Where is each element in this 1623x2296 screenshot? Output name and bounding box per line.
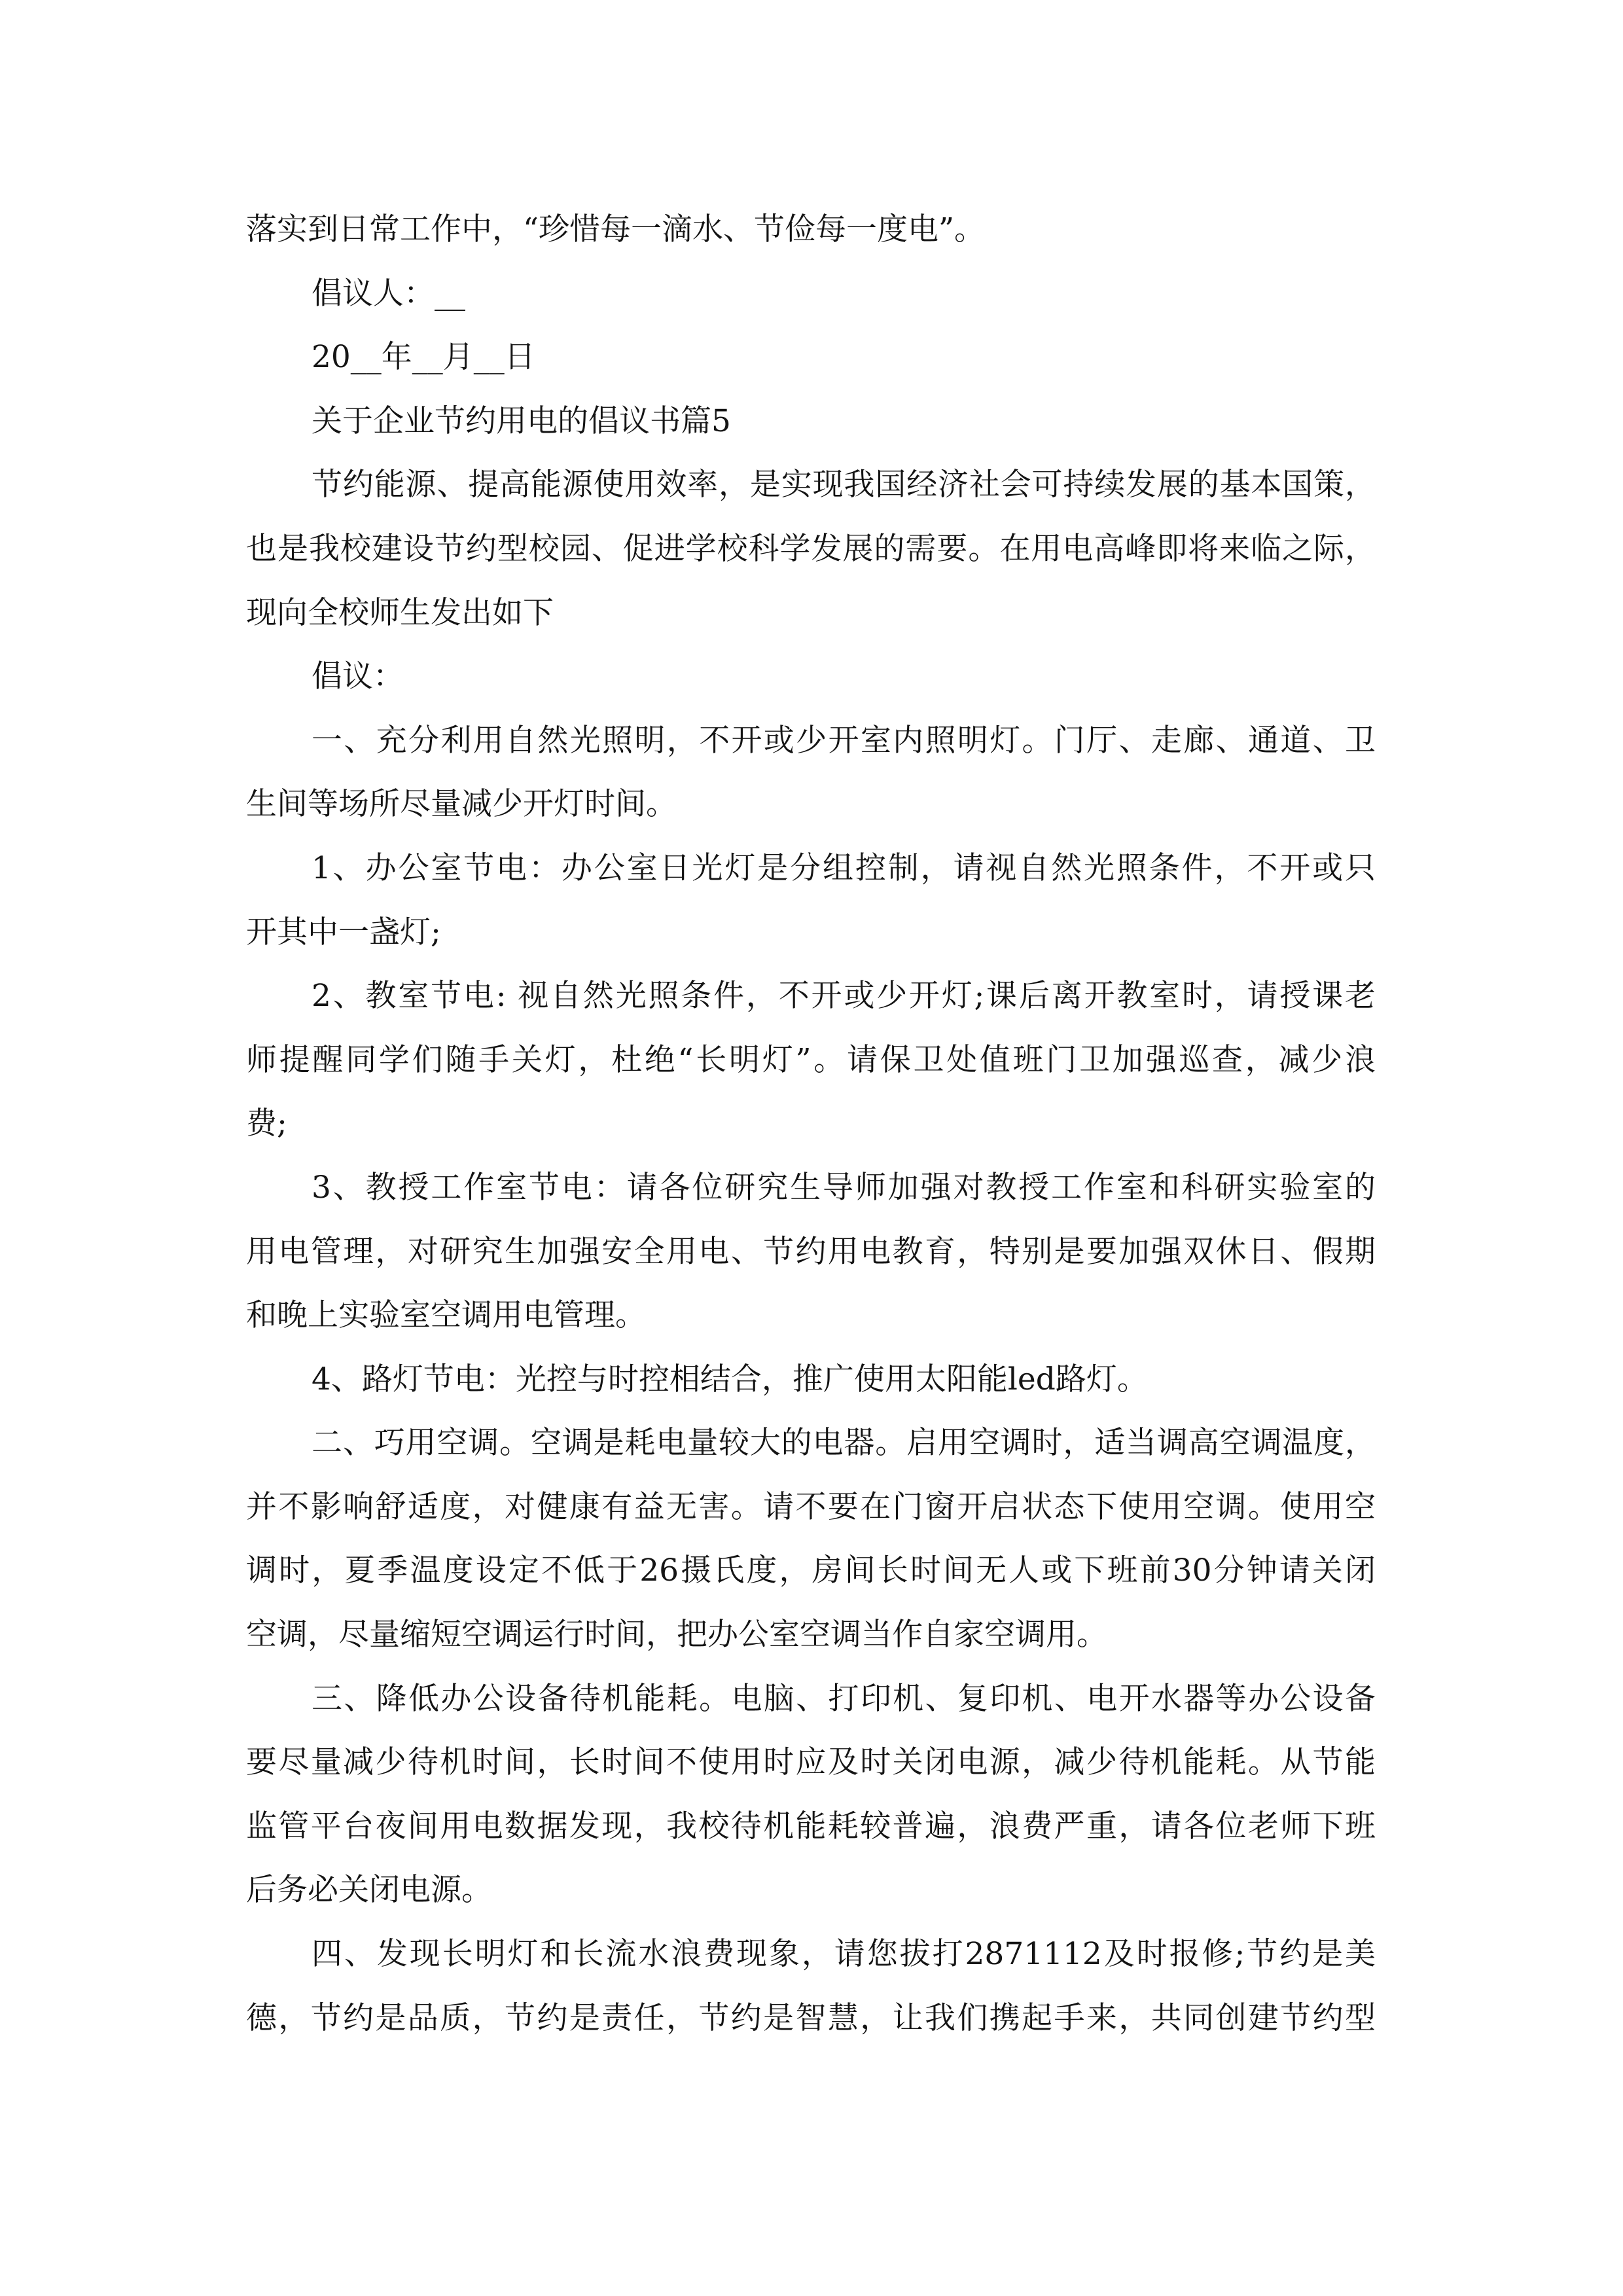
paragraph (246, 836, 1376, 964)
text-line: 和晚上实验室空调用电管理。 (246, 1297, 646, 1334)
text-line: 节约能源、提高能源使用效率，是实现我国经济社会可持续发展的基本国策， (312, 467, 1376, 503)
text-line: 四、发现长明灯和长流水浪费现象，请您拔打2871112及时报修;节约是美 (312, 1936, 1376, 1973)
text-line: 二、巧用空调。空调是耗电量较大的电器。启用空调时，适当调高空调温度， (312, 1425, 1376, 1462)
text-line: 生间等场所尽量减少开灯时间。 (246, 786, 677, 823)
paragraph (246, 453, 1376, 645)
text-line: 也是我校建设节约型校园、促进学校科学发展的需要。在用电高峰即将来临之际， (246, 530, 1376, 567)
text-line: 4、路灯节电：光控与时控相结合，推广使用太阳能led路灯。 (312, 1361, 1148, 1397)
text-line: 后务必关闭电源。 (246, 1872, 492, 1909)
text-line: 现向全校师生发出如下 (246, 594, 554, 631)
text-line: 三、降低办公设备待机能耗。电脑、打印机、复印机、电开水器等办公设备 (312, 1680, 1376, 1717)
text-line: 关于企业节约用电的倡议书篇5 (312, 403, 731, 439)
paragraph (246, 709, 1376, 836)
paragraph (246, 964, 1376, 1156)
paragraph (246, 1922, 1376, 2050)
text-line: 落实到日常工作中，“珍惜每一滴水、节俭每一度电”。 (246, 211, 986, 247)
text-line: 要尽量减少待机时间，长时间不使用时应及时关闭电源，减少待机能耗。从节能 (246, 1744, 1376, 1781)
paragraph (246, 1156, 1376, 1348)
text-line: 3、教授工作室节电：请各位研究生导师加强对教授工作室和科研实验室的 (312, 1169, 1376, 1206)
text-line: 开其中一盏灯; (246, 914, 441, 950)
text-line: 空调，尽量缩短空调运行时间，把办公室空调当作自家空调用。 (246, 1617, 1107, 1653)
text-line: 费; (246, 1105, 287, 1142)
text-line: 用电管理，对研究生加强安全用电、节约用电教育，特别是要加强双休日、假期 (246, 1233, 1376, 1270)
text-line: 监管平台夜间用电数据发现，我校待机能耗较普遍，浪费严重，请各位老师下班 (246, 1808, 1376, 1844)
paragraph (246, 262, 1376, 326)
paragraph (246, 1411, 1376, 1666)
paragraph (246, 198, 1376, 262)
paragraph (246, 1667, 1376, 1922)
document-body (246, 198, 1376, 2050)
paragraph (246, 389, 1376, 454)
text-line: 一、充分利用自然光照明，不开或少开室内照明灯。门厅、走廊、通道、卫 (312, 722, 1376, 759)
text-line: 2、教室节电: 视自然光照条件，不开或少开灯;课后离开教室时，请授课老 (312, 978, 1376, 1014)
text-line: 20__年__月__日 (312, 339, 535, 376)
text-line: 1、办公室节电：办公室日光灯是分组控制，请视自然光照条件，不开或只 (312, 850, 1376, 886)
paragraph (246, 325, 1376, 389)
paragraph (246, 645, 1376, 709)
text-line: 调时，夏季温度设定不低于26摄氏度，房间长时间无人或下班前30分钟请关闭 (246, 1552, 1376, 1589)
text-line: 并不影响舒适度，对健康有益无害。请不要在门窗开启状态下使用空调。使用空 (246, 1488, 1376, 1525)
text-line: 倡议人：__ (312, 275, 465, 312)
text-line: 德，节约是品质，节约是责任，节约是智慧，让我们携起手来，共同创建节约型 (246, 2000, 1376, 2036)
paragraph (246, 1348, 1376, 1412)
text-line: 师提醒同学们随手关灯，杜绝“长明灯”。请保卫处值班门卫加强巡查，减少浪 (246, 1041, 1376, 1078)
text-line: 倡议： (312, 658, 404, 695)
